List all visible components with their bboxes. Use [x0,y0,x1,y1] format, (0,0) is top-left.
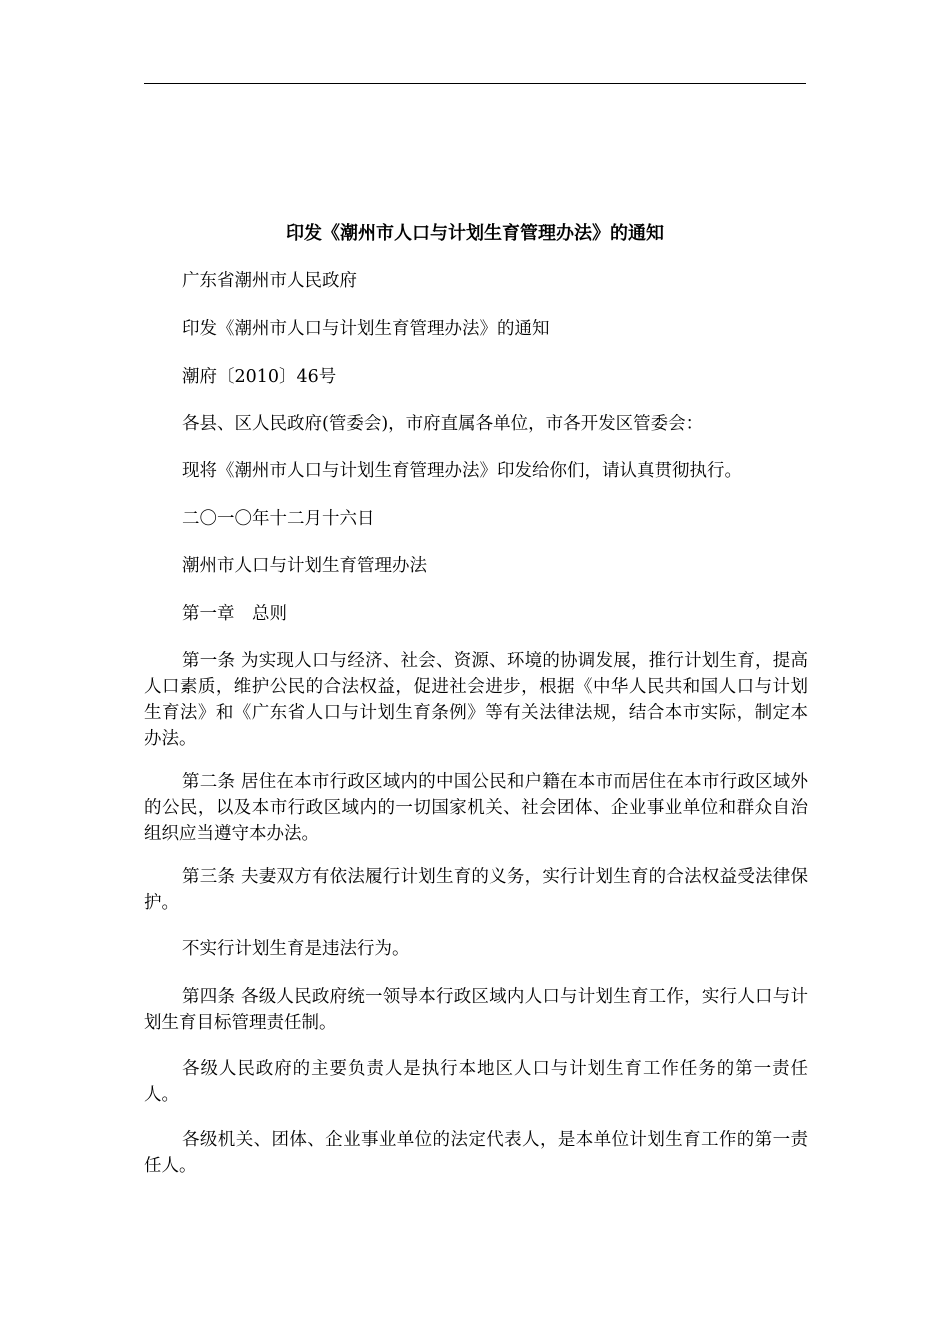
regulation-title: 潮州市人口与计划生育管理办法 [182,556,427,576]
notice-body: 现将《潮州市人口与计划生育管理办法》印发给你们，请认真贯彻执行。 [182,461,742,481]
addressees: 各县、区人民政府(管委会)，市府直属各单位，市各开发区管委会： [182,414,704,434]
chapter-heading: 第一章 总则 [182,604,287,624]
article-3: 第三条 夫妻双方有依法履行计划生育的义务，实行计划生育的合法权益受法律保护。 [144,867,808,913]
notice-title: 印发《潮州市人口与计划生育管理办法》的通知 [182,319,550,339]
issue-date: 二〇一〇年十二月十六日 [182,509,375,529]
article-3-clause: 不实行计划生育是违法行为。 [182,939,410,959]
article-2: 第二条 居住在本市行政区域内的中国公民和户籍在本市而居住在本市行政区域外的公民，以及本市行政区域内的一切国家机关、社会团体、企业事业单位和群众自治组织应当遵守本办法。 [144,772,808,844]
article-4: 第四条 各级人民政府统一领导本行政区域内人口与计划生育工作，实行人口与计划生育目标管理责任制。 [144,987,808,1033]
article-1: 第一条 为实现人口与经济、社会、资源、环境的协调发展，推行计划生育，提高人口素质，维护公民的合法权益，促进社会进步，根据《中华人民共和国人口与计划生育法》和《广东省人口与计划生育条例》等有关法律法规，结合本市实际，制定本办法。 [144,651,808,749]
issuing-authority: 广东省潮州市人民政府 [182,271,357,291]
header-rule [144,83,806,84]
document-number: 潮府〔2010〕46号 [182,367,337,387]
article-4-clause-2: 各级人民政府的主要负责人是执行本地区人口与计划生育工作任务的第一责任人。 [144,1059,808,1105]
document-title: 印发《潮州市人口与计划生育管理办法》的通知 [286,223,664,244]
article-4-clause-3: 各级机关、团体、企业事业单位的法定代表人，是本单位计划生育工作的第一责任人。 [144,1130,808,1176]
